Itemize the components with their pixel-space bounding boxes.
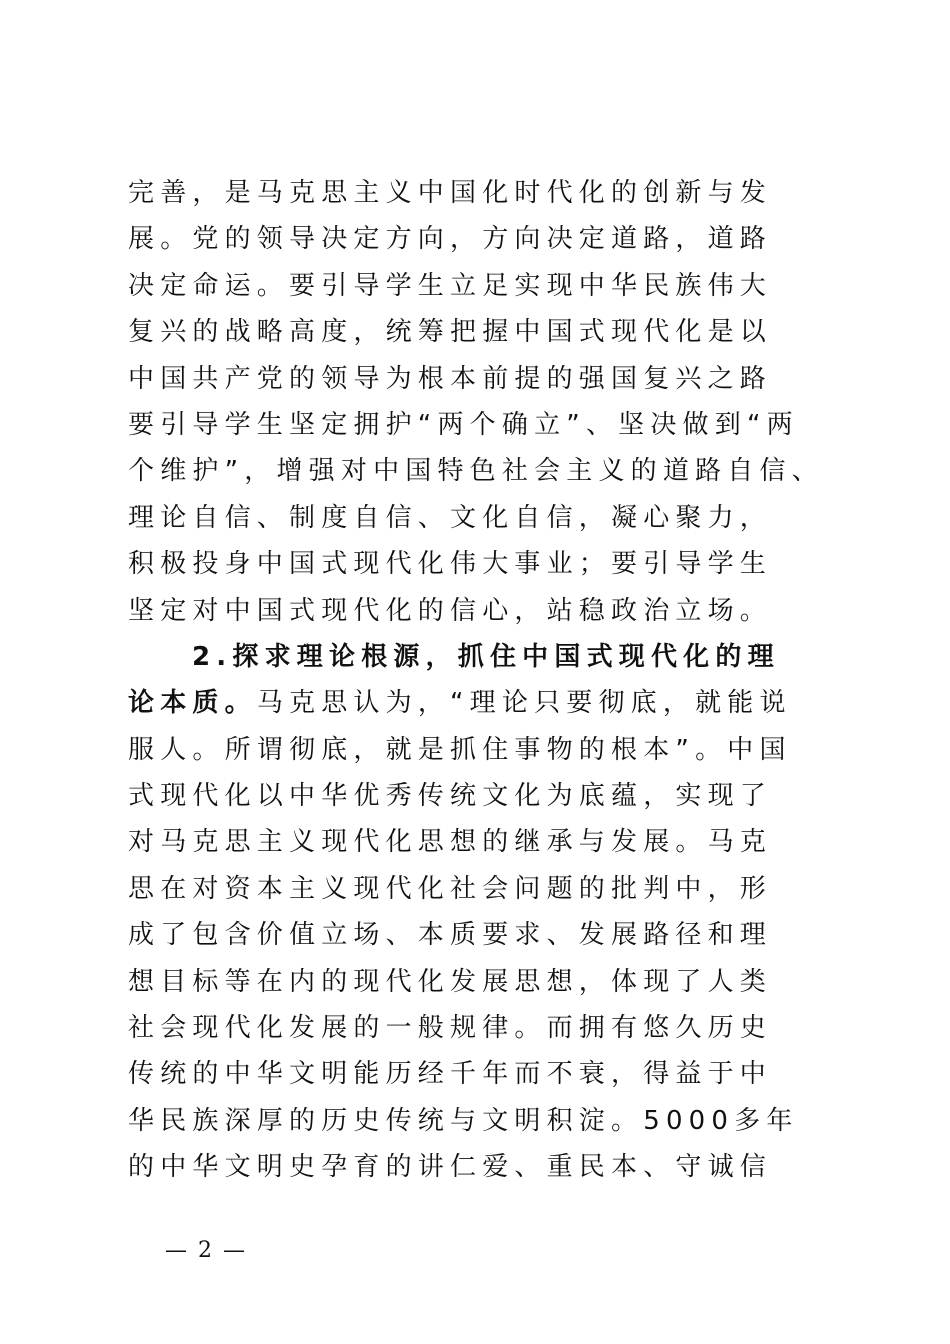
- text-line: 传统的中华文明能历经千年而不衰，得益于中: [128, 1059, 773, 1090]
- text-line: 华民族深厚的历史传统与文明积淀。5000多年: [128, 1105, 799, 1136]
- text-line: 服人。所谓彻底，就是抓住事物的根本”。中国: [128, 734, 792, 765]
- body-text: [128, 170, 828, 1191]
- text-line: 理论自信、制度自信、文化自信，凝心聚力，: [128, 502, 773, 533]
- text-line: 对马克思主义现代化思想的继承与发展。马克: [128, 827, 773, 858]
- section-heading-line: [128, 634, 828, 680]
- text-line: 社会现代化发展的一般规律。而拥有悠久历史: [128, 1013, 773, 1044]
- page-number: — 2 —: [165, 1238, 247, 1263]
- text-line: 式现代化以中华优秀传统文化为底蕴，实现了: [128, 781, 773, 812]
- text-line: 坚定对中国式现代化的信心，站稳政治立场。: [128, 595, 773, 626]
- text-line: 成了包含价值立场、本质要求、发展路径和理: [128, 920, 773, 951]
- text-run: 马克思认为，“理论只要彻底，就能说: [256, 688, 792, 719]
- text-line: 积极投身中国式现代化伟大事业；要引导学生: [128, 549, 773, 580]
- text-line: 想目标等在内的现代化发展思想，体现了人类: [128, 966, 773, 997]
- section-heading: 2.探求理论根源，抓住中国式现代化的理: [192, 641, 780, 672]
- text-line: 个维护”，增强对中国特色社会主义的道路自信、: [128, 456, 824, 487]
- text-line: 的中华文明史孕育的讲仁爱、重民本、守诚信: [128, 1152, 773, 1183]
- text-line: 决定命运。要引导学生立足实现中华民族伟大: [128, 270, 773, 301]
- section-heading-end: 论本质。: [128, 688, 257, 719]
- text-line: 中国共产党的领导为根本前提的强国复兴之路: [128, 363, 773, 394]
- text-line: 复兴的战略高度，统筹把握中国式现代化是以: [128, 317, 773, 348]
- text-line: 展。党的领导决定方向，方向决定道路，道路: [128, 224, 773, 255]
- text-line: 完善，是马克思主义中国化时代化的创新与发: [128, 178, 773, 208]
- text-line: [128, 680, 828, 726]
- text-line: 思在对资本主义现代化社会问题的批判中，形: [128, 873, 773, 904]
- text-line: 要引导学生坚定拥护“两个确立”、坚决做到“两: [128, 409, 799, 440]
